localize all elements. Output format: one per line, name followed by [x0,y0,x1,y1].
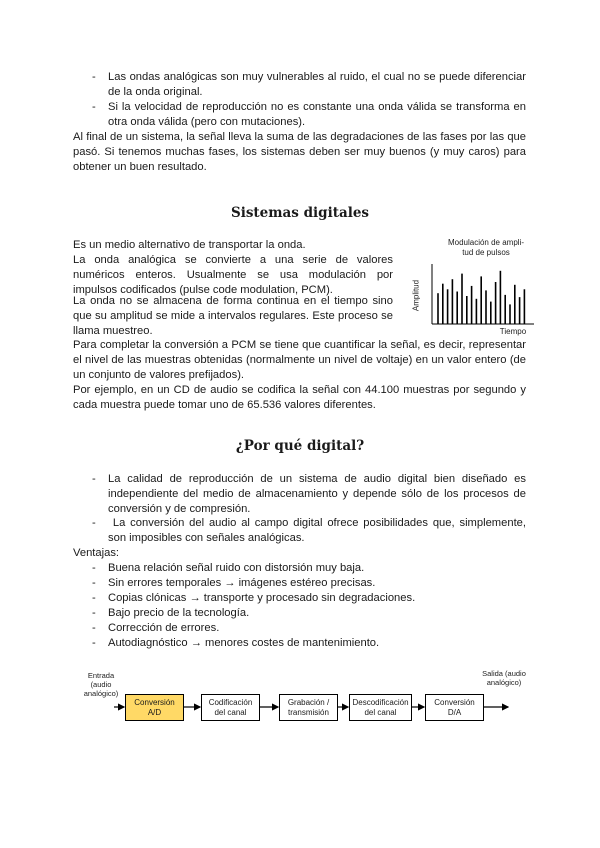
section1-p4 [73,338,526,383]
figure-pam-xlabel: Tiempo [499,327,527,336]
flow-block-da: Conversión D/A [425,694,484,721]
bullet-dash: - [92,473,96,485]
flow-block-decoding: Descodificación del canal [349,694,412,721]
section1-p4-text: Para completar la conversión a PCM se tiene que cuantificar la señal, es decir, representar el nivel de las muestras obtenidas (normalmente un nivel de voltaje) en un valor entero (de un conjunto de valores prefijados). [73,339,526,381]
bullet-dash: - [92,637,96,649]
section2-bullet-2: La conversión del audio al campo digital ofrece posibilidades que, simplemente, son imposibles con señales analógicas. [108,517,530,544]
flow-output-label: Salida (audio analógico) [482,669,526,687]
figure-pam-ylabel: Amplitud [411,279,421,312]
bullet-dash: - [92,622,96,634]
flow-block-recording: Grabación / transmisión [279,694,338,721]
figure-pam-title-line2: tud de pulsos [462,248,510,257]
ventaja-4: Bajo precio de la tecnología. [108,607,250,619]
section1-p2: La onda analógica se convierte a una serie de valores numéricos enteros. Usualmente se usa modulación por impulsos codificados (pulse code modulation, PCM). [73,254,393,296]
ventajas-label: Ventajas: [73,547,120,559]
bullet-dash: - [92,607,96,619]
figure-pam-title-line1: Modulación de ampli- [447,238,525,247]
figure-pam-plot [408,236,538,338]
ventaja-6: Autodiagnóstico → menores costes de mantenimiento. [108,637,380,649]
ventaja-3: Copias clónicas → transporte y procesado sin degradaciones. [108,592,416,604]
intro-bullet-1: Las ondas analógicas son muy vulnerables al ruido, el cual no se puede diferenciar de la onda original. [108,71,526,98]
flow-input-label: Entrada (audio analógico) [83,671,119,698]
intro-bullet-2: Si la velocidad de reproducción no es constante una onda válida se transforma en otra onda válida (pero con mutaciones). [108,101,526,128]
bullet-dash: - [92,71,96,83]
ventaja-2: Sin errores temporales → imágenes estéreo precisas. [108,577,376,589]
section-title-sistemas-digitales: Sistemas digitales [230,205,370,221]
bullet-dash: - [92,517,96,529]
ventaja-5: Corrección de errores. [108,622,220,634]
bullet-dash: - [92,101,96,113]
section1-p1: Es un medio alternativo de transportar la onda. [73,239,306,251]
flow-block-coding: Codificación del canal [201,694,260,721]
section2-bullet-1: La calidad de reproducción de un sistema de audio digital bien diseñado es independiente del medio de almacenamiento y depende sólo de los procesos de conversión y de compresión. [108,473,526,515]
bullet-dash: - [92,592,96,604]
intro-paragraph: Al final de un sistema, la señal lleva la suma de las degradaciones de las fases por las que pasó. Si tenemos muchas fases, los sistemas deben ser muy buenos (y muy caros) para obtener un buen resultado. [73,131,526,173]
figure-pam [408,236,538,338]
ventaja-1: Buena relación señal ruido con distorsión muy baja. [108,562,365,574]
flow-block-ad: Conversión A/D [125,694,184,721]
flow-diagram [78,665,530,727]
section-title-por-que-digital: ¿Por qué digital? [235,438,365,454]
section1-p5: Por ejemplo, en un CD de audio se codifica la señal con 44.100 muestras por segundo y cada muestra puede tomar uno de 65.536 valores diferentes. [73,384,526,411]
bullet-dash: - [92,577,96,589]
section1-p3: La onda no se almacena de forma continua en el tiempo sino que su amplitud se mide a intervalos regulares. Este proceso se llama muestreo. [73,295,393,337]
bullet-dash: - [92,562,96,574]
